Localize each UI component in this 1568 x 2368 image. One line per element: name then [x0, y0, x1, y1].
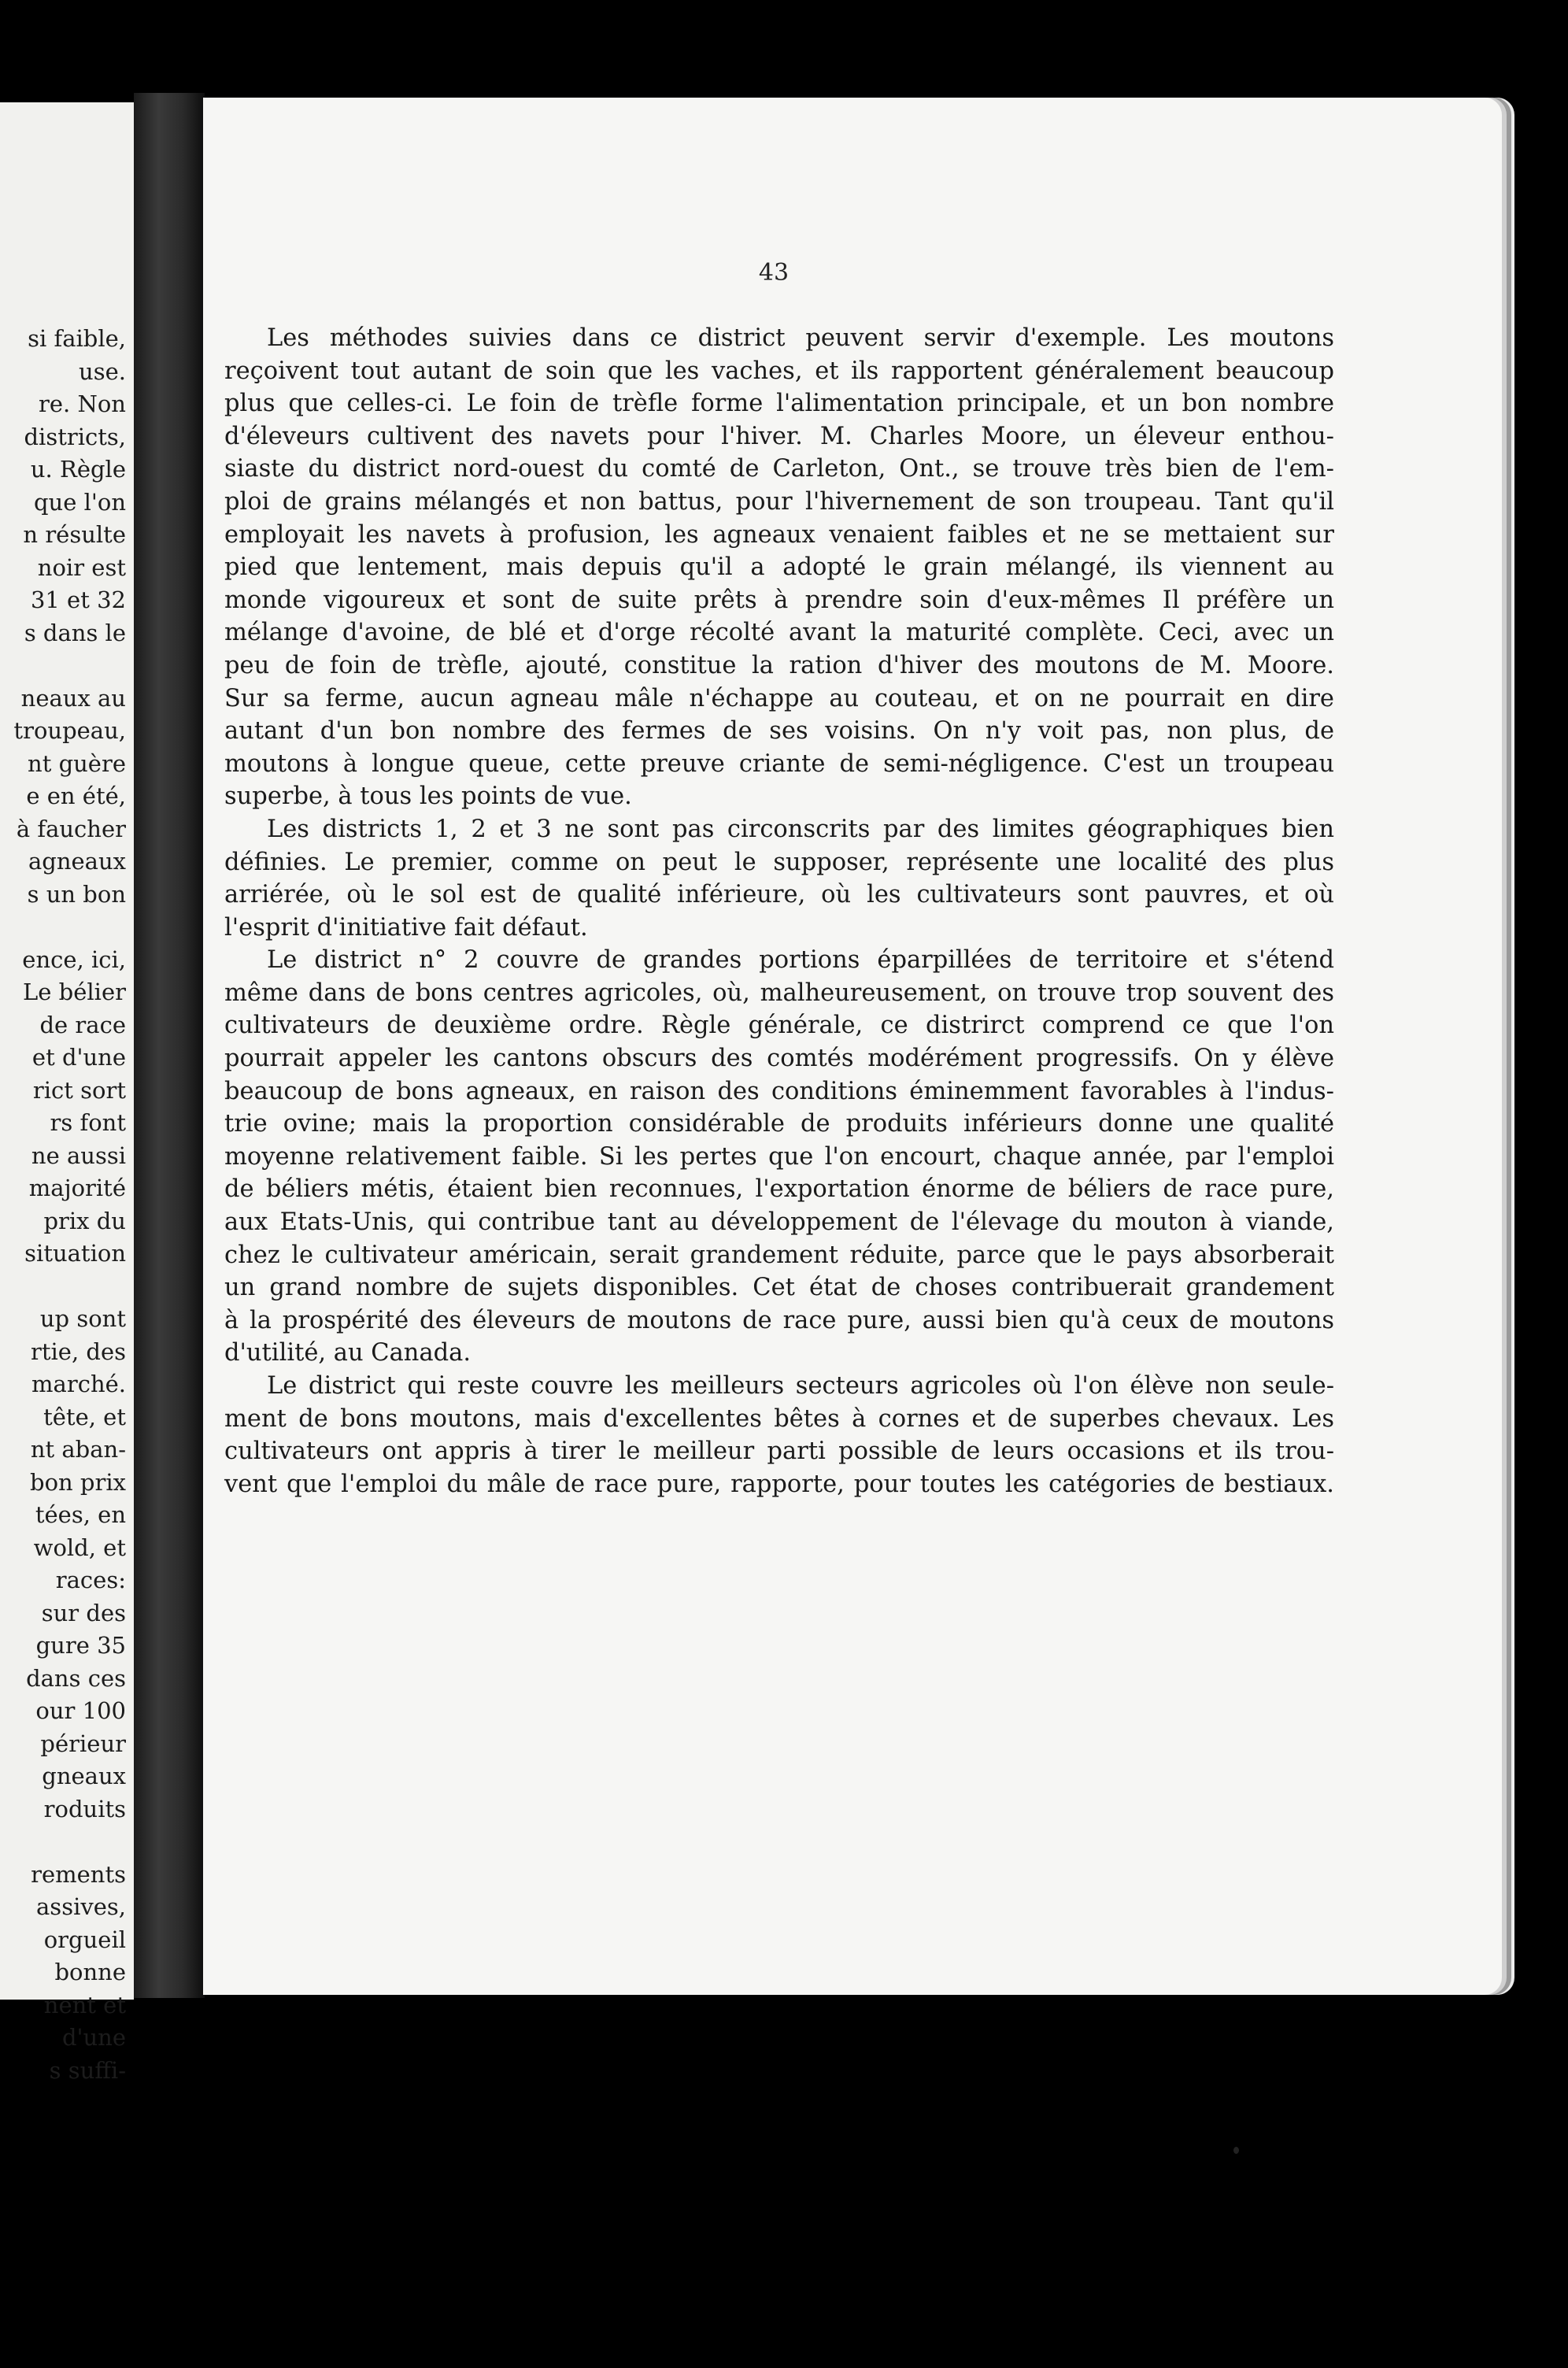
left-line: si faible,: [28, 325, 126, 352]
left-line: s un bon: [27, 880, 126, 908]
text-line: Sur sa ferme, aucun agneau mâle n'échappe au couteau, et on ne pourrait en dire: [224, 684, 1334, 712]
left-line: rements: [31, 1860, 126, 1888]
left-line: noir est: [37, 553, 126, 581]
body-text: [224, 322, 1334, 1500]
left-line: troupeau,: [13, 717, 126, 744]
text-line: ment de bons moutons, mais d'excellentes bêtes à cornes et de superbes chevaux. Les: [224, 1404, 1334, 1433]
text-line: arriérée, où le sol est de qualité inférieure, où les cultivateurs sont pauvres, et où: [224, 881, 1334, 909]
text-line: Le district qui reste couvre les meilleurs secteurs agricoles où l'on élève non seule-: [267, 1372, 1334, 1400]
left-line: wold, et: [33, 1534, 126, 1561]
text-line: cultivateurs de deuxième ordre. Règle générale, ce distrirct comprend ce que l'on: [224, 1012, 1334, 1040]
text-line: vent que l'emploi du mâle de race pure, rapporte, pour toutes les catégories de bestiaux.: [224, 1470, 1334, 1498]
text-line: plus que celles-ci. Le foin de trèfle forme l'alimentation principale, et un bon nombre: [224, 390, 1334, 418]
left-line: re. Non: [39, 390, 126, 417]
left-line: et d'une: [31, 1044, 126, 1071]
left-line: marché.: [31, 1371, 126, 1397]
text-line: moyenne relativement faible. Si les pertes que l'on encourt, chaque année, par l'emploi: [224, 1142, 1334, 1171]
left-line: 31 et 32: [30, 586, 126, 613]
left-line: Le bélier: [23, 979, 126, 1005]
left-line: districts,: [24, 423, 126, 450]
left-line: nt aban-: [30, 1436, 126, 1463]
text-line: même dans de bons centres agricoles, où, malheureusement, on trouve trop souvent des: [224, 979, 1334, 1007]
text-line: Les méthodes suivies dans ce district peuvent servir d'exemple. Les moutons: [267, 324, 1334, 352]
left-line: roduits: [43, 1795, 126, 1822]
paper-speck: [1233, 2147, 1239, 2154]
left-line: à faucher: [16, 815, 126, 842]
left-line: gneaux: [42, 1763, 126, 1789]
text-line: moutons à longue queue, cette preuve criante de semi-négligence. C'est un troupeau: [224, 749, 1334, 778]
left-line: ence, ici,: [22, 945, 126, 973]
left-line: use.: [79, 357, 126, 385]
left-page-text: [13, 323, 126, 2087]
left-line: s suffi-: [49, 2056, 126, 2084]
left-line: our 100: [35, 1697, 126, 1724]
text-line: trie ovine; mais la proportion considérable de produits inférieurs donne une qualité: [224, 1110, 1334, 1138]
left-line: [13, 911, 126, 944]
left-page-fragment: [0, 102, 134, 2084]
left-line: races:: [55, 1567, 126, 1593]
text-line: définies. Le premier, comme on peut le supposer, représente une localité des plus: [224, 848, 1334, 876]
main-page: [203, 98, 1502, 1995]
text-line: Les districts 1, 2 et 3 ne sont pas circonscrits par des limites géographiques bien: [267, 815, 1334, 843]
text-line: siaste du district nord-ouest du comté de Carleton, Ont., se trouve très bien de l'em-: [224, 455, 1334, 483]
text-line: ploi de grains mélangés et non battus, pour l'hivernement de son troupeau. Tant qu'il: [224, 487, 1334, 516]
left-line: d'une: [61, 2024, 126, 2051]
left-line: tées, en: [35, 1501, 126, 1528]
left-line: n résulte: [23, 521, 126, 548]
left-line: rict sort: [32, 1076, 126, 1104]
text-line: Le district n° 2 couvre de grandes portions éparpillées de territoire et s'étend: [267, 946, 1334, 975]
left-line: rs font: [50, 1109, 126, 1136]
left-line: [13, 1271, 126, 1304]
left-line: nt guère: [28, 749, 126, 777]
text-line: autant d'un bon nombre des fermes de ses voisins. On n'y voit pas, non plus, de: [224, 717, 1334, 746]
left-line: [13, 649, 126, 683]
left-line: majorité: [28, 1175, 126, 1201]
left-line: u. Règle: [30, 456, 126, 483]
book-gutter: [134, 93, 205, 1998]
left-line: bon prix: [30, 1468, 126, 1496]
left-line: périeur: [40, 1730, 126, 1757]
text-line: d'utilité, au Canada.: [224, 1339, 472, 1367]
text-line: un grand nombre de sujets disponibles. Cet état de choses contribuerait grandement: [224, 1274, 1334, 1302]
text-line: d'éleveurs cultivent des navets pour l'hiver. M. Charles Moore, un éleveur enthou-: [224, 422, 1334, 450]
left-line: de race: [39, 1011, 126, 1038]
left-line: [13, 1826, 126, 1859]
text-line: reçoivent tout autant de soin que les vaches, et ils rapportent généralement beaucoup: [224, 357, 1334, 385]
left-line: que l'on: [33, 488, 126, 516]
left-line: situation: [24, 1240, 126, 1267]
left-line: neaux au: [20, 684, 126, 712]
page-number: 43: [758, 259, 790, 287]
left-line: tête, et: [43, 1403, 126, 1430]
left-line: assives,: [36, 1893, 126, 1920]
left-line: sur des: [41, 1599, 126, 1626]
text-line: pied que lentement, mais depuis qu'il a adopté le grain mélangé, ils viennent au: [224, 553, 1334, 582]
text-line: employait les navets à profusion, les agneaux venaient faibles et ne se mettaient sur: [224, 520, 1334, 549]
text-line: mélange d'avoine, de blé et d'orge récolté avant la maturité complète. Ceci, avec un: [224, 619, 1334, 647]
left-line: e en été,: [26, 783, 126, 809]
left-line: up sont: [39, 1305, 126, 1332]
left-line: nent et: [43, 1991, 126, 2018]
left-line: ne aussi: [31, 1141, 126, 1169]
text-line: l'esprit d'initiative fait défaut.: [224, 913, 588, 942]
text-line: chez le cultivateur américain, serait grandement réduite, parce que le pays absorberait: [224, 1241, 1334, 1269]
left-line: dans ces: [26, 1664, 126, 1692]
text-line: peu de foin de trèfle, ajouté, constitue la ration d'hiver des moutons de M. Moore.: [224, 651, 1334, 679]
text-line: beaucoup de bons agneaux, en raison des conditions éminemment favorables à l'indus-: [224, 1077, 1334, 1105]
text-line: superbe, à tous les points de vue.: [224, 783, 632, 811]
left-line: s dans le: [24, 619, 126, 646]
left-line: agneaux: [28, 848, 126, 875]
left-line: orgueil: [43, 1926, 126, 1953]
text-line: cultivateurs ont appris à tirer le meilleur parti possible de leurs occasions et ils trou-: [224, 1437, 1334, 1466]
text-line: à la prospérité des éleveurs de moutons de race pure, aussi bien qu'à ceux de moutons: [224, 1306, 1334, 1334]
left-line: prix du: [43, 1207, 126, 1234]
text-line: monde vigoureux et sont de suite prêts à prendre soin d'eux-mêmes Il préfère un: [224, 586, 1334, 614]
text-line: de béliers métis, étaient bien reconnues, l'exportation énorme de béliers de race pure,: [224, 1175, 1334, 1204]
text-line: aux Etats-Unis, qui contribue tant au développement de l'élevage du mouton à viande,: [224, 1208, 1334, 1237]
left-line: rtie, des: [31, 1338, 126, 1365]
left-line: gure 35: [35, 1632, 126, 1659]
left-line: bonne: [54, 1959, 126, 1985]
text-line: pourrait appeler les cantons obscurs des comtés modérément progressifs. On y élève: [224, 1045, 1334, 1073]
